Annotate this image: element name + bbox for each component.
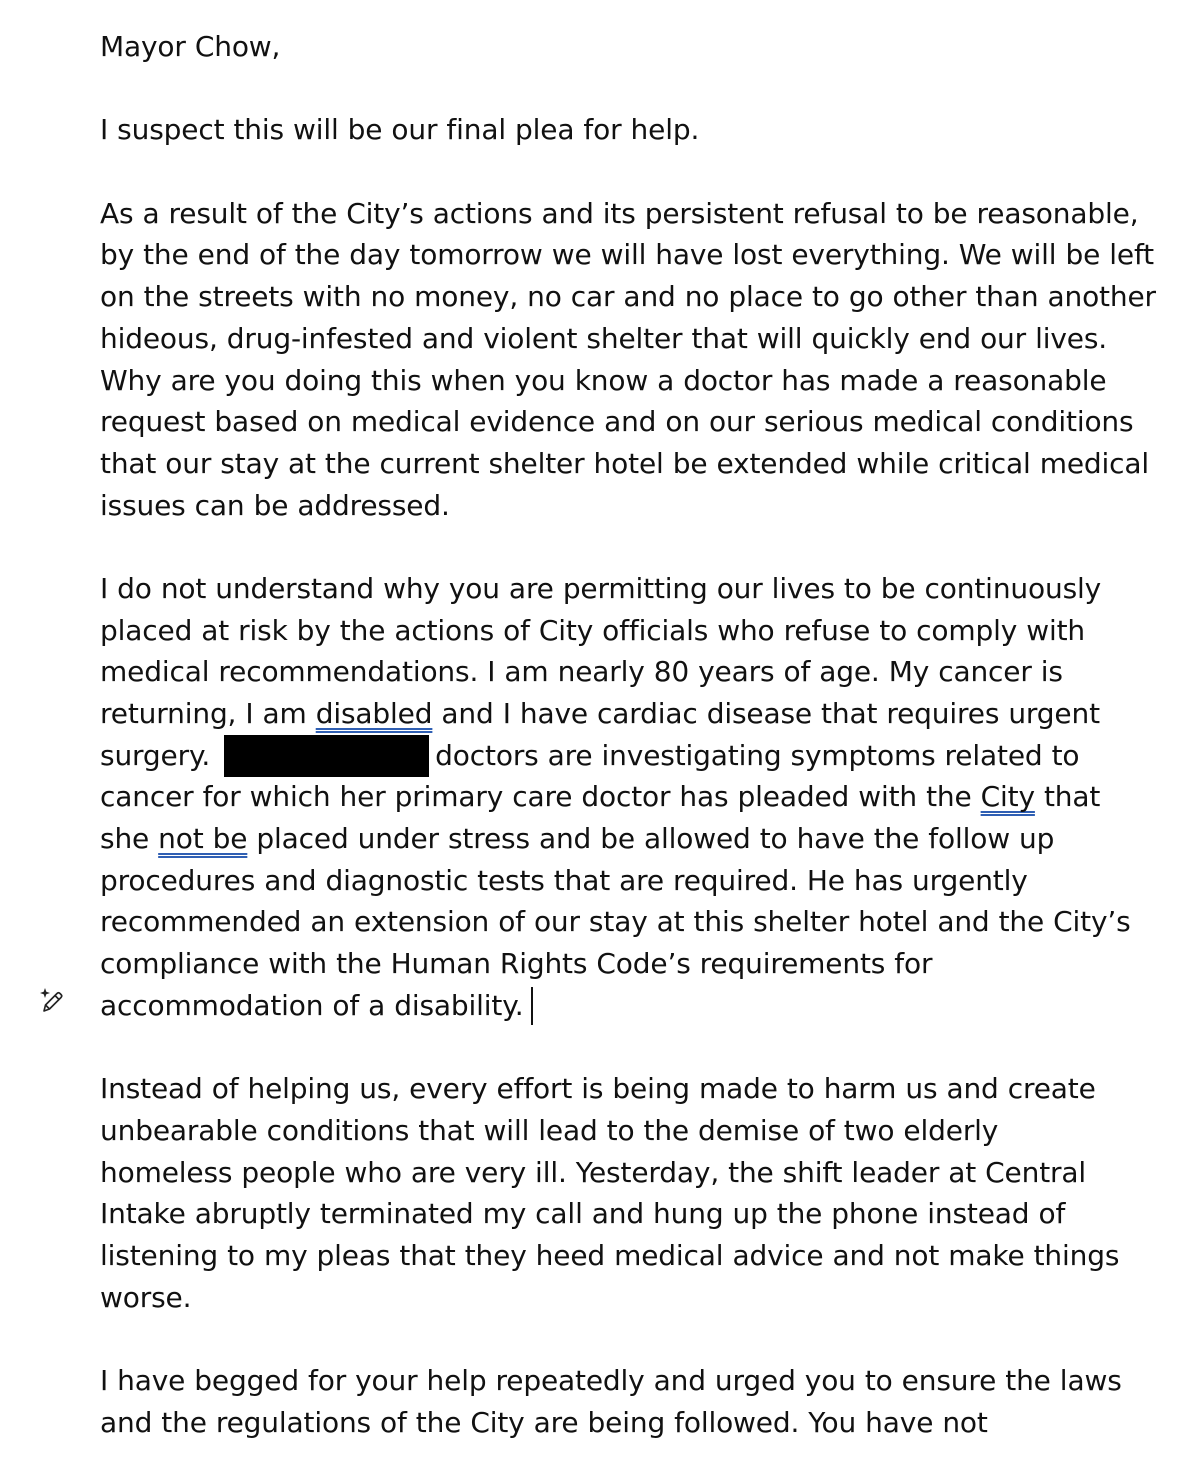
paragraph-1 — [100, 109, 1180, 151]
text-line — [100, 693, 1180, 735]
text-line: hideous, drug-infested and violent shelter that will quickly end our lives. — [100, 321, 1108, 355]
text-line: listening to my pleas that they heed medical advice and not make things — [100, 1238, 1120, 1272]
text-segment: she — [100, 822, 159, 856]
text-line: homeless people who are very ill. Yesterday, the shift leader at Central — [100, 1155, 1087, 1189]
text-line: Intake abruptly terminated my call and hung up the phone instead of — [100, 1197, 1066, 1231]
letter-body[interactable] — [100, 26, 1180, 1474]
text-line: Instead of helping us, every effort is being made to harm us and create — [100, 1072, 1096, 1106]
text-line: that our stay at the current shelter hotel be extended while critical medical — [100, 446, 1150, 480]
paragraph-3 — [100, 568, 1180, 1027]
paragraph-4 — [100, 1068, 1180, 1318]
text-line: request based on medical evidence and on our serious medical conditions — [100, 405, 1134, 439]
text-line: on the streets with no money, no car and no place to go other than another — [100, 280, 1156, 314]
text-line: I have begged for your help repeatedly and urged you to ensure the laws — [100, 1364, 1122, 1397]
paragraph-2 — [100, 193, 1180, 527]
text-line: and the regulations of the City are being followed. You have not — [100, 1405, 988, 1439]
grammar-flag-disabled[interactable]: disabled — [315, 697, 433, 730]
text-cursor — [531, 987, 533, 1025]
salutation: Mayor Chow, — [100, 30, 281, 63]
sparkle-pen-icon[interactable] — [36, 986, 66, 1016]
text-line: I suspect this will be our final plea for help. — [100, 113, 700, 147]
text-line — [100, 985, 1180, 1027]
text-line: by the end of the day tomorrow we will have lost everything. We will be left — [100, 238, 1154, 272]
text-line — [100, 735, 1180, 777]
text-segment: that — [1034, 780, 1101, 814]
text-line: As a result of the City’s actions and its persistent refusal to be reasonable, — [100, 196, 1139, 230]
text-line: recommended an extension of our stay at this shelter hotel and the City’s — [100, 905, 1131, 939]
text-segment: cancer for which her primary care doctor has pleaded with the — [100, 780, 981, 814]
text-segment: placed under stress and be allowed to have the follow up — [247, 822, 1055, 856]
grammar-flag-not-be[interactable]: not be — [158, 822, 248, 856]
text-line: medical recommendations. I am nearly 80 years of age. My cancer is — [100, 655, 1063, 689]
text-segment: surgery. — [100, 738, 211, 772]
text-line: procedures and diagnostic tests that are required. He has urgently — [100, 863, 1028, 897]
text-line: unbearable conditions that will lead to the demise of two elderly — [100, 1113, 999, 1147]
redaction-box — [224, 735, 429, 777]
text-line: issues can be addressed. — [100, 488, 450, 522]
text-line: placed at risk by the actions of City officials who refuse to comply with — [100, 613, 1086, 647]
grammar-flag-city[interactable]: City — [980, 780, 1035, 814]
text-segment: and I have cardiac disease that requires urgent — [432, 697, 1100, 730]
text-line: worse. — [100, 1280, 192, 1314]
text-segment: returning, I am — [100, 697, 316, 730]
salutation-paragraph — [100, 26, 1180, 68]
text-line: compliance with the Human Rights Code’s requirements for — [100, 947, 933, 981]
text-line: I do not understand why you are permitting our lives to be continuously — [100, 571, 1102, 605]
text-line: Why are you doing this when you know a doctor has made a reasonable — [100, 363, 1107, 397]
paragraph-5 — [100, 1360, 1180, 1443]
text-line — [100, 818, 1180, 860]
text-line — [100, 776, 1180, 818]
text-segment: doctors are investigating symptoms related to — [435, 738, 1080, 772]
text-segment: accommodation of a disability. — [100, 988, 524, 1022]
